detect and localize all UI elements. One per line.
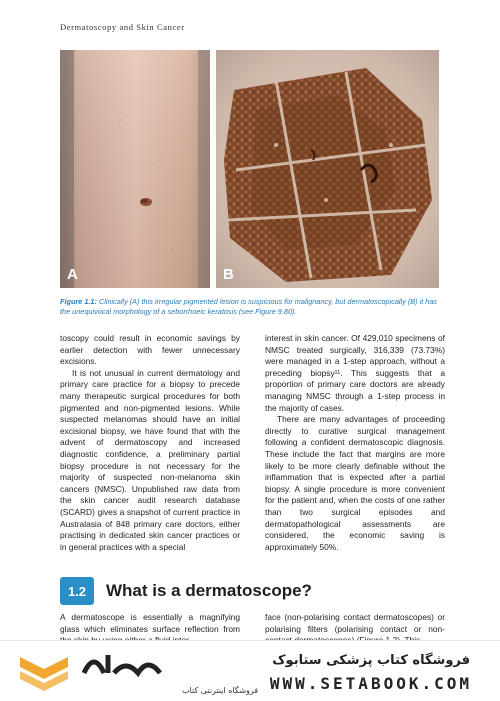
section-number: 1.2	[60, 577, 94, 605]
panel-a-label: A	[67, 266, 78, 283]
paragraph: face (non-polarising contact dermatoscopes) or polarising filters (polarising contact or non-	[265, 612, 445, 634]
figure-1-1	[60, 50, 439, 288]
store-url[interactable]: WWW.SETABOOK.COM	[269, 674, 472, 693]
paragraph: A dermatoscope is essentially a magnifying glass which eliminates surface reflection from	[60, 612, 240, 634]
body-text	[60, 333, 445, 568]
dermatoscopy-image	[216, 50, 439, 288]
paragraph: It is not unusual in current dermatology and primary care practice for a biopsy to precede many therapeutic surgical procedures for both pigmented and non-pigmented lesions. While suspected melanomas should have an initial excisional biopsy, we have found that with the advent of dermatoscopy and increased diagnostic confidence, a preliminary partial biopsy procedure is not necessary for the majority of suspected non-melanoma skin cancers (NMSC). Unpublished raw data from the skin cancer audit research database (SCARD) gives a snapshot of current practice in Australasia of 848 primary care doctors, either practising in dedicated skin cancer practices or in general practices with a special	[60, 367, 240, 552]
figure-caption	[60, 297, 445, 317]
watermark-footer	[0, 640, 500, 700]
setabook-logo	[10, 643, 259, 701]
dermatoscopic-photo-panel	[216, 50, 439, 288]
clinical-photo-panel	[60, 50, 210, 288]
section-heading	[60, 577, 312, 605]
caption-text: Clinically (A) this irregular pigmented lesion is suspicious for malignancy, but dermatoscopically (B) it has the unequivocal morphology of a seborrhoeic keratosis (see Figure 9.80).	[60, 297, 438, 316]
paragraph: toscopy could result in economic savings by earlier detection with fewer unnecessary excisions.	[60, 333, 240, 367]
panel-b-label: B	[223, 266, 234, 283]
section-title: What is a dermatoscope?	[106, 581, 312, 600]
paragraph: There are many advantages of proceeding directly to curative surgical management following a confident dermatoscopic diagnosis. These include the fact that margins are more likely to be more clearly definable without the inflammation that is expected after a partial biopsy. A single procedure is more convenient for the patient and, when the costs of one rather than two surgical episodes and dermatopathological assessments are considered, the economic saving is approximately 50%.	[265, 414, 445, 552]
running-head: Dermatoscopy and Skin Cancer	[60, 22, 185, 32]
left-column	[60, 333, 240, 553]
store-name: فروشگاه کتاب پزشکی ستابوک	[272, 653, 470, 668]
right-column	[265, 333, 445, 553]
paragraph: interest in skin cancer. Of 429,010 specimens of NMSC treated surgically, 316,339 (73.73%) were managed in a 1-step approach, without a preceding biopsy¹¹. This suggests that a proportion of primary care doctors are already managing NMSC through a 1-step process in the majority of cases.	[265, 333, 445, 413]
caption-label: Figure 1.1:	[60, 297, 97, 306]
svg-text:فروشگاه اینترنتی کتاب: فروشگاه اینترنتی کتاب	[182, 686, 259, 695]
clinical-leg-image	[60, 50, 210, 288]
